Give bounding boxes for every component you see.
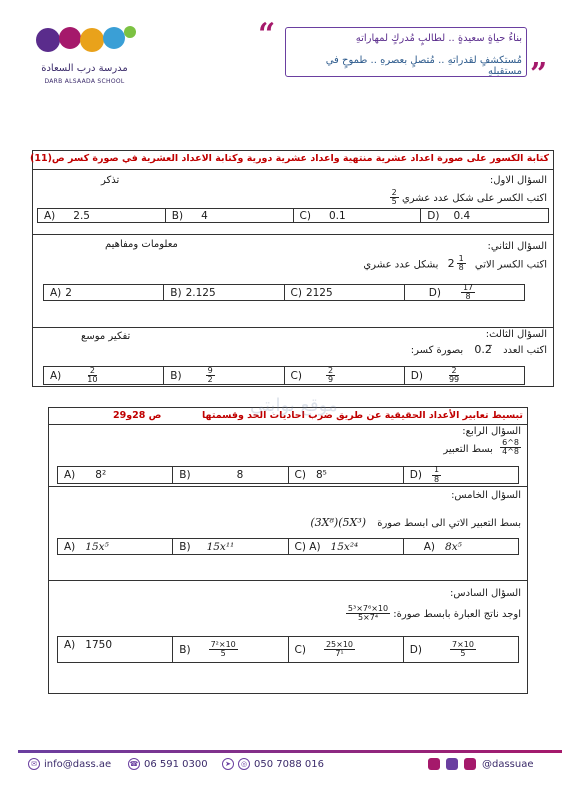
q6-options	[57, 636, 519, 663]
footer-whatsapp[interactable]	[222, 758, 324, 770]
q4-prompt: بسط التعبير	[443, 443, 493, 455]
q5-prompt: بسط التعبير الاتي الى ابسط صورة	[377, 518, 521, 529]
instagram-icon	[446, 758, 458, 770]
option-letter: A)	[64, 639, 76, 651]
option-value: 8²	[95, 469, 107, 481]
option-letter: A)	[50, 286, 62, 299]
slogan-line-2: مُستكشفٍ لقدراتهِ .. مُتصلٍ بعصرهِ .. طموحٍ في مستقبلهِ	[325, 55, 522, 77]
q1-frac-den: 5	[391, 197, 397, 207]
option-value: 0.4	[453, 209, 471, 222]
footer-email-text: info@dass.ae	[44, 758, 112, 770]
option-letter: B)	[179, 540, 191, 553]
option-letter: C)	[294, 469, 306, 481]
option-frac-num: 2	[451, 365, 457, 375]
option-letter: A)	[64, 540, 76, 553]
q1-options	[37, 208, 549, 223]
q5-option-b[interactable]	[173, 539, 288, 554]
send-icon: ➤	[222, 758, 234, 770]
option-letter: C)	[290, 369, 302, 382]
q6-option-b[interactable]	[173, 637, 288, 662]
option-frac-den: 99	[448, 375, 460, 384]
option-frac-den: 2	[207, 375, 213, 384]
option-frac-den: 9	[327, 375, 334, 384]
q2-option-a[interactable]	[44, 285, 164, 300]
q2-option-b[interactable]	[164, 285, 284, 300]
q4-prompt-row	[443, 439, 521, 459]
q3-prompt-a: اكتب العدد	[503, 345, 547, 356]
option-letter: D)	[409, 469, 422, 481]
q5-expression: (3X⁸)(5X³)	[310, 516, 367, 529]
option-value: 4	[201, 209, 208, 222]
footer-social[interactable]	[428, 758, 534, 770]
option-letter: D)	[428, 286, 441, 299]
q5-option-d[interactable]	[404, 539, 518, 554]
option-frac-num: 1	[433, 465, 440, 475]
q4-options	[57, 466, 519, 484]
option-fraction	[432, 466, 441, 484]
q3-prompt-row	[411, 343, 547, 356]
q3-prompt-b: بصورة كسر:	[410, 345, 464, 356]
divider	[49, 580, 527, 581]
q3-options	[43, 366, 525, 385]
footer-email[interactable]	[28, 758, 111, 770]
option-letter: A)	[423, 540, 436, 553]
option-value: 15x²⁴	[330, 540, 359, 553]
option-value: 15x⁵	[85, 540, 109, 553]
email-icon: ✉	[28, 758, 40, 770]
q5-prompt-row	[310, 516, 521, 529]
facebook-icon	[428, 758, 440, 770]
option-fraction	[85, 367, 99, 385]
option-letter: C)	[294, 643, 306, 656]
option-letter: B)	[171, 209, 184, 222]
option-frac-den: 5	[460, 649, 466, 658]
option-letter: C) A)	[294, 540, 321, 553]
q1-fraction	[390, 189, 399, 207]
q3-option-d[interactable]	[405, 367, 524, 384]
option-frac-num: 9	[207, 365, 213, 375]
q5-option-a[interactable]	[58, 539, 173, 554]
q1-option-b[interactable]	[166, 209, 294, 222]
close-quote-mark: ”	[530, 57, 548, 92]
option-value: 8x⁵	[445, 540, 462, 553]
option-letter: B)	[170, 286, 182, 299]
q1-option-d[interactable]	[421, 209, 548, 222]
section-1-block	[32, 150, 554, 387]
option-fraction	[324, 641, 355, 659]
option-value: 15x¹¹	[206, 540, 235, 553]
option-letter: D)	[410, 369, 423, 382]
section-2-page-ref: ص 28و29	[113, 410, 162, 421]
option-letter: A)	[64, 469, 76, 481]
option-frac-num: 25×10	[325, 639, 353, 649]
option-value: 0.1	[328, 209, 346, 222]
option-frac-den: 8	[465, 292, 471, 301]
q6-option-a[interactable]	[58, 637, 173, 662]
whatsapp-icon: ◎	[238, 758, 250, 770]
option-fraction	[461, 284, 475, 302]
option-letter: C)	[290, 286, 302, 299]
q1-option-a[interactable]	[38, 209, 166, 222]
q3-repeating-number: 0.2̅	[474, 343, 492, 356]
section-1-title: كتابة الكسور على صورة اعداد عشرية منتهية واعداد عشرية دورية وكتابة الاعداد العشرية في صورة كسر ص(11)	[33, 151, 553, 170]
q4-frac-den: 8^4	[502, 447, 519, 457]
q2-prompt-a: اكتب الكسر الاتي	[474, 259, 547, 271]
youtube-icon	[464, 758, 476, 770]
q6-prompt-row	[346, 605, 521, 623]
q4-option-b[interactable]	[173, 467, 288, 483]
q5-label: السؤال الخامس:	[451, 490, 521, 501]
phone-icon: ☎	[129, 760, 139, 768]
option-frac-den: 5	[220, 649, 226, 658]
section-2-block	[48, 407, 528, 694]
q2-option-c[interactable]	[285, 285, 405, 300]
q1-tag: تذكر	[101, 175, 120, 186]
footer-phone[interactable]	[128, 758, 208, 770]
q3-option-a[interactable]	[44, 367, 164, 384]
option-frac-den: 10	[87, 375, 98, 384]
q2-fraction	[457, 255, 466, 273]
option-letter: A)	[44, 209, 56, 222]
q6-option-d[interactable]	[404, 637, 518, 662]
q4-option-a[interactable]	[58, 467, 173, 483]
q2-option-d[interactable]	[405, 282, 524, 301]
open-quote-mark: “	[258, 17, 276, 52]
divider	[33, 327, 553, 328]
option-fraction	[326, 367, 335, 385]
option-value: 8	[236, 469, 244, 481]
logo-name-arabic: مدرسة درب السعادة	[41, 63, 128, 74]
q6-frac-den: 5×7⁴	[357, 613, 379, 623]
option-fraction	[447, 367, 461, 385]
q3-tag: تفكير موسع	[81, 331, 131, 342]
q2-mixed-number	[448, 255, 466, 273]
option-letter: C)	[299, 209, 311, 222]
q6-label: السؤال السادس:	[450, 588, 521, 599]
option-letter: B)	[179, 469, 191, 481]
q2-frac-num: 1	[458, 254, 464, 263]
q3-option-c[interactable]	[285, 367, 405, 384]
q1-prompt-row	[390, 189, 547, 207]
option-value: 2125	[305, 286, 333, 299]
option-letter: B)	[170, 369, 182, 382]
q2-frac-den: 8	[458, 263, 464, 273]
divider	[49, 486, 527, 487]
footer-whatsapp-text: 050 7088 016	[254, 758, 324, 770]
q6-frac-num: 5³×7⁶×10	[347, 604, 389, 613]
option-frac-num: 17	[462, 282, 474, 292]
q6-prompt: اوجد ناتج العبارة بابسط صورة:	[393, 608, 521, 620]
option-value: 2	[65, 286, 72, 299]
option-frac-num: 7×10	[451, 639, 474, 649]
q2-prompt-b: بشكل عدد عشري	[363, 259, 439, 271]
q1-frac-num: 2	[391, 188, 397, 197]
q5-option-c[interactable]	[289, 539, 404, 554]
option-fraction	[206, 367, 215, 385]
q6-option-c[interactable]	[289, 637, 404, 662]
q5-options	[57, 538, 519, 555]
option-frac-num: 2	[327, 365, 334, 375]
q2-prompt-row	[363, 255, 547, 273]
q3-option-b[interactable]	[164, 367, 284, 384]
option-letter: D)	[427, 209, 440, 222]
footer-social-handle: @dassuae	[482, 758, 534, 770]
option-letter: A)	[50, 369, 62, 382]
q4-frac-num: 8^6	[502, 438, 519, 447]
option-value: 1750	[85, 639, 113, 651]
option-fraction	[450, 641, 476, 659]
q1-prompt: اكتب الكسر على شكل عدد عشري	[401, 192, 547, 204]
slogan-line-1: بناءُ حياةٍ سعيدةٍ .. لطالبٍ مُدركٍ لمهاراتهِ	[355, 33, 522, 44]
q1-label: السؤال الاول:	[489, 175, 547, 186]
q4-fraction	[500, 439, 521, 457]
option-frac-num: 7²×10	[210, 639, 236, 649]
footer-phone-text: 06 591 0300	[144, 758, 208, 770]
q4-option-c[interactable]	[289, 467, 404, 483]
q4-option-d[interactable]	[404, 467, 518, 483]
q1-option-c[interactable]	[294, 209, 422, 222]
footer-divider	[18, 750, 562, 753]
divider	[33, 234, 553, 235]
option-frac-num: 2	[89, 365, 95, 375]
q3-label: السؤال الثالث:	[485, 329, 547, 340]
q2-whole: 2	[447, 257, 455, 271]
option-letter: D)	[409, 643, 422, 656]
option-value: 2.5	[73, 209, 90, 222]
q2-tag: معلومات ومفاهيم	[105, 239, 178, 250]
q4-label: السؤال الرابع:	[462, 426, 521, 437]
logo-name-english: DARB ALSAADA SCHOOL	[44, 78, 125, 85]
option-frac-den: 7¹	[335, 649, 344, 658]
option-letter: B)	[179, 643, 191, 656]
option-value: 2.125	[185, 286, 216, 299]
q2-options	[43, 284, 525, 301]
option-frac-den: 8	[433, 474, 440, 484]
section-2-title: تبسيط تعابير الأعداد الحقيقية عن طريق ضرب احاديات الحد وقسمتها	[201, 410, 523, 421]
q6-fraction	[346, 605, 390, 623]
watermark: موقع بوابتي	[250, 395, 338, 416]
option-fraction	[209, 641, 238, 659]
q2-label: السؤال الثاني:	[487, 241, 547, 252]
option-value: 8⁵	[315, 469, 327, 481]
